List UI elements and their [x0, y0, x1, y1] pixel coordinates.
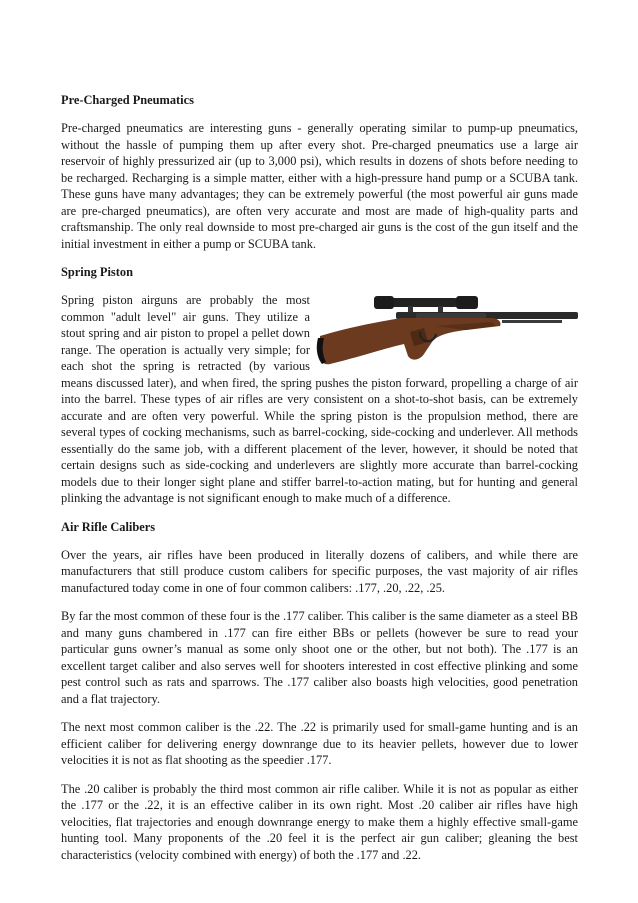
section-heading: Air Rifle Calibers — [61, 519, 156, 534]
paragraph: By far the most common of these four is the .177 caliber. This caliber is the same diameter as a steel BB and many guns chambered in .177 can fire either BBs or pellets (however be sure to read your particular guns owner’s manual as some only shoot one or the other, but not both). The .177 is an excellent target caliber and also serves well for shooters interested in cost effective plinking and some pest control such as rats and sparrows. The .177 caliber also boasts high velocities, good penetration and a flat trajectory. — [61, 609, 578, 706]
air-rifle-image — [316, 292, 578, 368]
section-heading: Pre-Charged Pneumatics — [61, 93, 194, 107]
paragraph: The .20 caliber is probably the third most common air rifle caliber. While it is not as popular as either the .177 or the .22, it is an effective caliber in its own right. Most .20 caliber air rifles have high velocities, flat trajectories and enough downrange energy to make them a highly effective small-game hunting tool. Many proponents of the .20 feel it is the perfect air gun caliber; gleaning the best characteristics (velocity combined with energy) of both the .177 and .22. — [61, 781, 578, 862]
section-spring-piston — [61, 264, 578, 507]
paragraph: Pre-charged pneumatics are interesting guns - generally operating similar to pump-up pneumatics, without the hassle of pumping them up after every shot. Pre-charged pneumatics use a large air reservoir of highly pressurized air (up to 3,000 psi), which results in dozens of shots before needing to be recharged. Recharging is a simple matter, either with a high-pressure hand pump or a SCUBA tank. These guns have many advantages; they can be extremely powerful (the most powerful air guns made are pre-charged pneumatics), are often very accurate and most are made of high-quality parts and craftsmanship. The only real downside to most pre-charged air guns is the cost of the gun itself and the initial investment in either a pump or SCUBA tank. — [61, 121, 578, 251]
paragraph: Spring piston airguns are probably the most common "adult level" air guns. They utilize a stout spring and air piston to propel a pellet down range. The operation is actually very simple; for each shot the spring is retracted (by various means discussed later), and when fired, the spring pushes the piston forward, propelling a charge of air into the barrel. These types of air rifles are very consistent on a shot-to-shot basis, can be extremely accurate and are often very powerful. While the spring piston is the propulsion method, there are several types of cocking mechanisms, such as barrel-cocking, side-cocking and underlever. All methods essentially do the same job, with a different placement of the lever, however, it should be noted that certain designs such as side-cocking and underlevers are slightly more accurate than barrel-cocking models due to their longer sight plane and stiffer barrel-to-action mating, but for hunting and general plinking the advantage is not significant enough to make much of a difference. — [61, 293, 578, 505]
paragraph: The next most common caliber is the .22. The .22 is primarily used for small-game hunting and is an efficient caliber for delivering energy downrange due to its heavier pellets, however due to lower velocities it is not as flat shooting as the speedier .177. — [61, 720, 578, 767]
paragraph: Over the years, air rifles have been produced in literally dozens of calibers, and while there are manufacturers that still produce custom calibers for specific purposes, the vast majority of air rifles manufactured today come in one of four common calibers: .177, .20, .22, .25. — [61, 547, 578, 595]
section-heading: Spring Piston — [61, 265, 133, 279]
section-pre-charged-pneumatics — [61, 92, 578, 252]
section-air-rifle-calibers — [61, 519, 578, 864]
